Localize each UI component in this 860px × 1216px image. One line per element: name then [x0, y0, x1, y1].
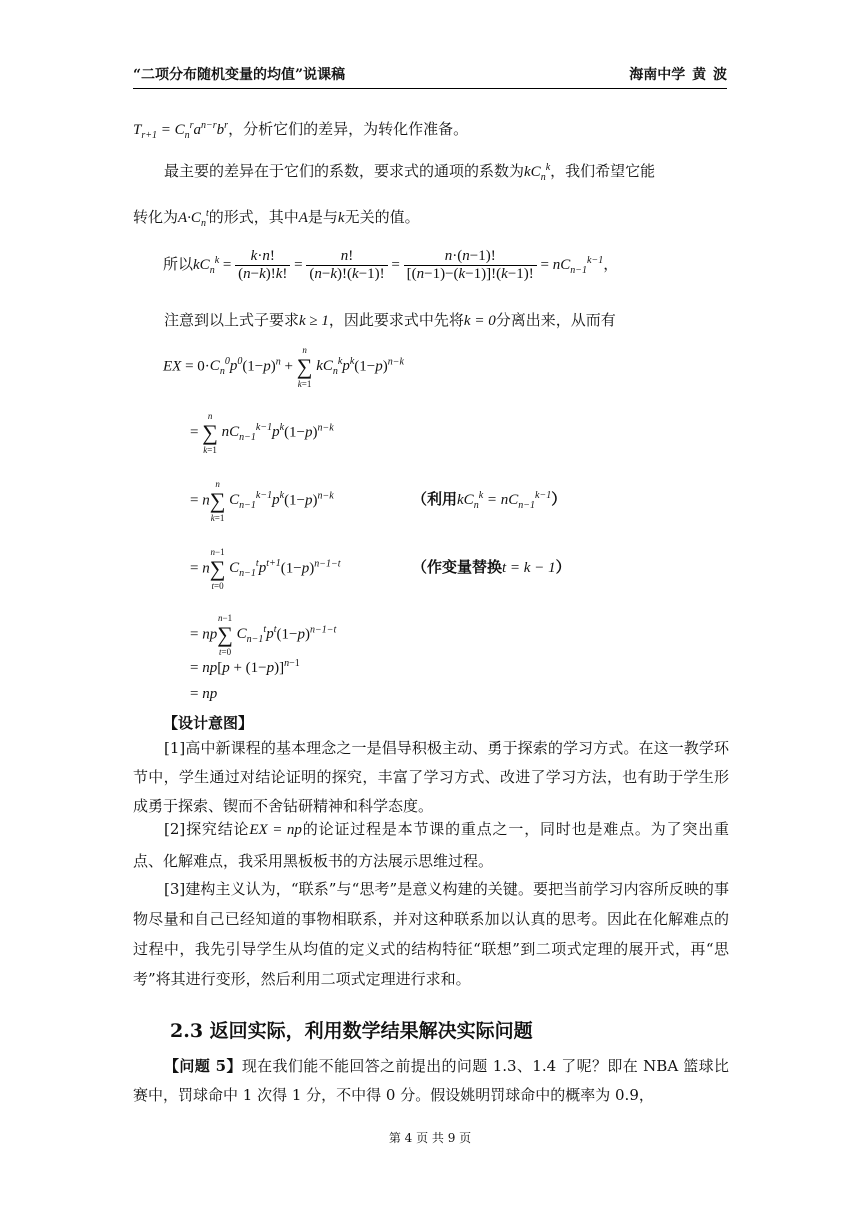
- line2-text: 最主要的差异在于它们的系数，要求式的通项的系数为: [164, 162, 525, 180]
- design-paragraph-3: [3]建构主义认为，“联系”与“思考”是意义构建的关键。要把当前学习内容所反映的事物尽量和自己已经知道的事物相联系，并对这种联系加以认真的思考。因此在化解难点的过程中，我先引导学生从均值的定义式的结构特征“联想”到二项式定理的展开式，再“思考”将其进行变形，然后利用二项式定理进行求和。: [133, 880, 729, 988]
- design-p2-b: 的论证过程是本节课的重点之一，同时也是难点。为了突出重点、化解难点，我采用黑板板书的方法展示思维过程。: [133, 820, 730, 870]
- identity-derivation: 所以$kC_n^k$ = $\frac{k\cdot n!}{(n-k)!k!}$ = $\frac{n!}{(n-k)!(k-1)!}$ = $\frac{n\cdot(n-1)!}{[(n-1)-(k-1)]!(k-1)!}$ = $nC_{n-1}^{k-1}$，: [163, 248, 619, 282]
- line2-tail: ，我们希望它能: [550, 162, 656, 180]
- line3-b: 的形式，其中: [208, 208, 299, 226]
- note-c: 分离出来，从而有: [495, 311, 616, 329]
- note-use-label: （利用: [412, 490, 458, 508]
- note-a: 注意到以上式子要求: [164, 311, 300, 329]
- design-p2-a: [2]探究结论: [164, 820, 250, 838]
- problem-label: 【问题 5】: [164, 1057, 242, 1075]
- ex-line-0: EX = $0\cdot C_n^0p^0(1-p)^n$ + n ∑ k=1 $kC_n^kp^k(1-p)^{n-k}$: [163, 345, 404, 389]
- note-b: ，因此要求式中先将: [328, 311, 464, 329]
- header-author: 海南中学 黄 波: [629, 67, 727, 83]
- line3-d: 无关的值。: [344, 208, 420, 226]
- line1-text: ，分析它们的差异，为转化作准备。: [228, 120, 469, 138]
- ex-line-4: = np n−1 ∑ t=0 $C_{n-1}^tp^t(1-p)^{n-1-t}$: [190, 613, 337, 657]
- problem-text: 现在我们能不能回答之前提出的问题 1.3、1.4 了呢？即在 NBA 篮球比赛中，罚球命中 1 次得 1 分，不中得 0 分。假设姚明罚球命中的概率为 0.9，: [133, 1057, 730, 1104]
- ex-line-5: = $np[p + (1-p)]^{n-1}$: [190, 658, 300, 676]
- ex-line-3: = n n−1 ∑ t=0 $C_{n-1}^tp^{t+1}(1-p)^{n-1-t}$: [190, 547, 341, 591]
- header-title: “二项分布随机变量的均值”说课稿: [133, 67, 346, 83]
- paragraph-line-3: 转化为$A\cdot C_n^t$的形式，其中A是与k无关的值。: [133, 208, 420, 229]
- ex-line-2: = n n ∑ k=1 $C_{n-1}^{k-1}p^k(1-p)^{n-k}$: [190, 479, 334, 523]
- header-rule: [133, 88, 727, 89]
- line3-a: 转化为: [133, 208, 179, 226]
- note-use-identity: （利用$kC_n^k = nC_{n-1}^{k-1}$）: [412, 490, 567, 511]
- formula-line-1: $T_{r+1} = C_n^ra^{n-r}b^r$，分析它们的差异，为转化作准备。: [133, 120, 469, 141]
- design-paragraph-1: [1]高中新课程的基本理念之一是倡导积极主动、勇于探索的学习方式。在这一教学环节中，学生通过对结论证明的探究，丰富了学习方式、改进了学习方法，也有助于学生形成勇于探索、锲而不舍钻研精神和科学态度。: [133, 739, 729, 815]
- problem-paragraph: [133, 1052, 729, 1110]
- note-sub-label: （作变量替换: [412, 558, 503, 576]
- page-header: [133, 64, 727, 86]
- ex-line-1: = n ∑ k=1 $nC_{n-1}^{k-1}p^k(1-p)^{n-k}$: [190, 411, 334, 455]
- paragraph-note: 注意到以上式子要求k ≥ 1，因此要求式中先将k = 0分离出来，从而有: [164, 311, 616, 329]
- design-heading: 【设计意图】: [163, 714, 254, 732]
- section-title: 2.3 返回实际，利用数学结果解决实际问题: [170, 1020, 533, 1042]
- line3-c: 是与: [307, 208, 338, 226]
- ex-line-6: = np: [190, 686, 218, 702]
- note-substitution: （作变量替换t = k − 1）: [412, 558, 571, 576]
- design-paragraph-2: [2]探究结论EX = np的论证过程是本节课的重点之一，同时也是难点。为了突出重点、化解难点，我采用黑板板书的方法展示思维过程。: [133, 820, 730, 870]
- page-footer: 第 4 页 共 9 页: [388, 1131, 472, 1145]
- paragraph-line-2: 最主要的差异在于它们的系数，要求式的通项的系数为$kC_n^k$，我们希望它能: [164, 162, 656, 183]
- so-label: 所以: [163, 254, 194, 273]
